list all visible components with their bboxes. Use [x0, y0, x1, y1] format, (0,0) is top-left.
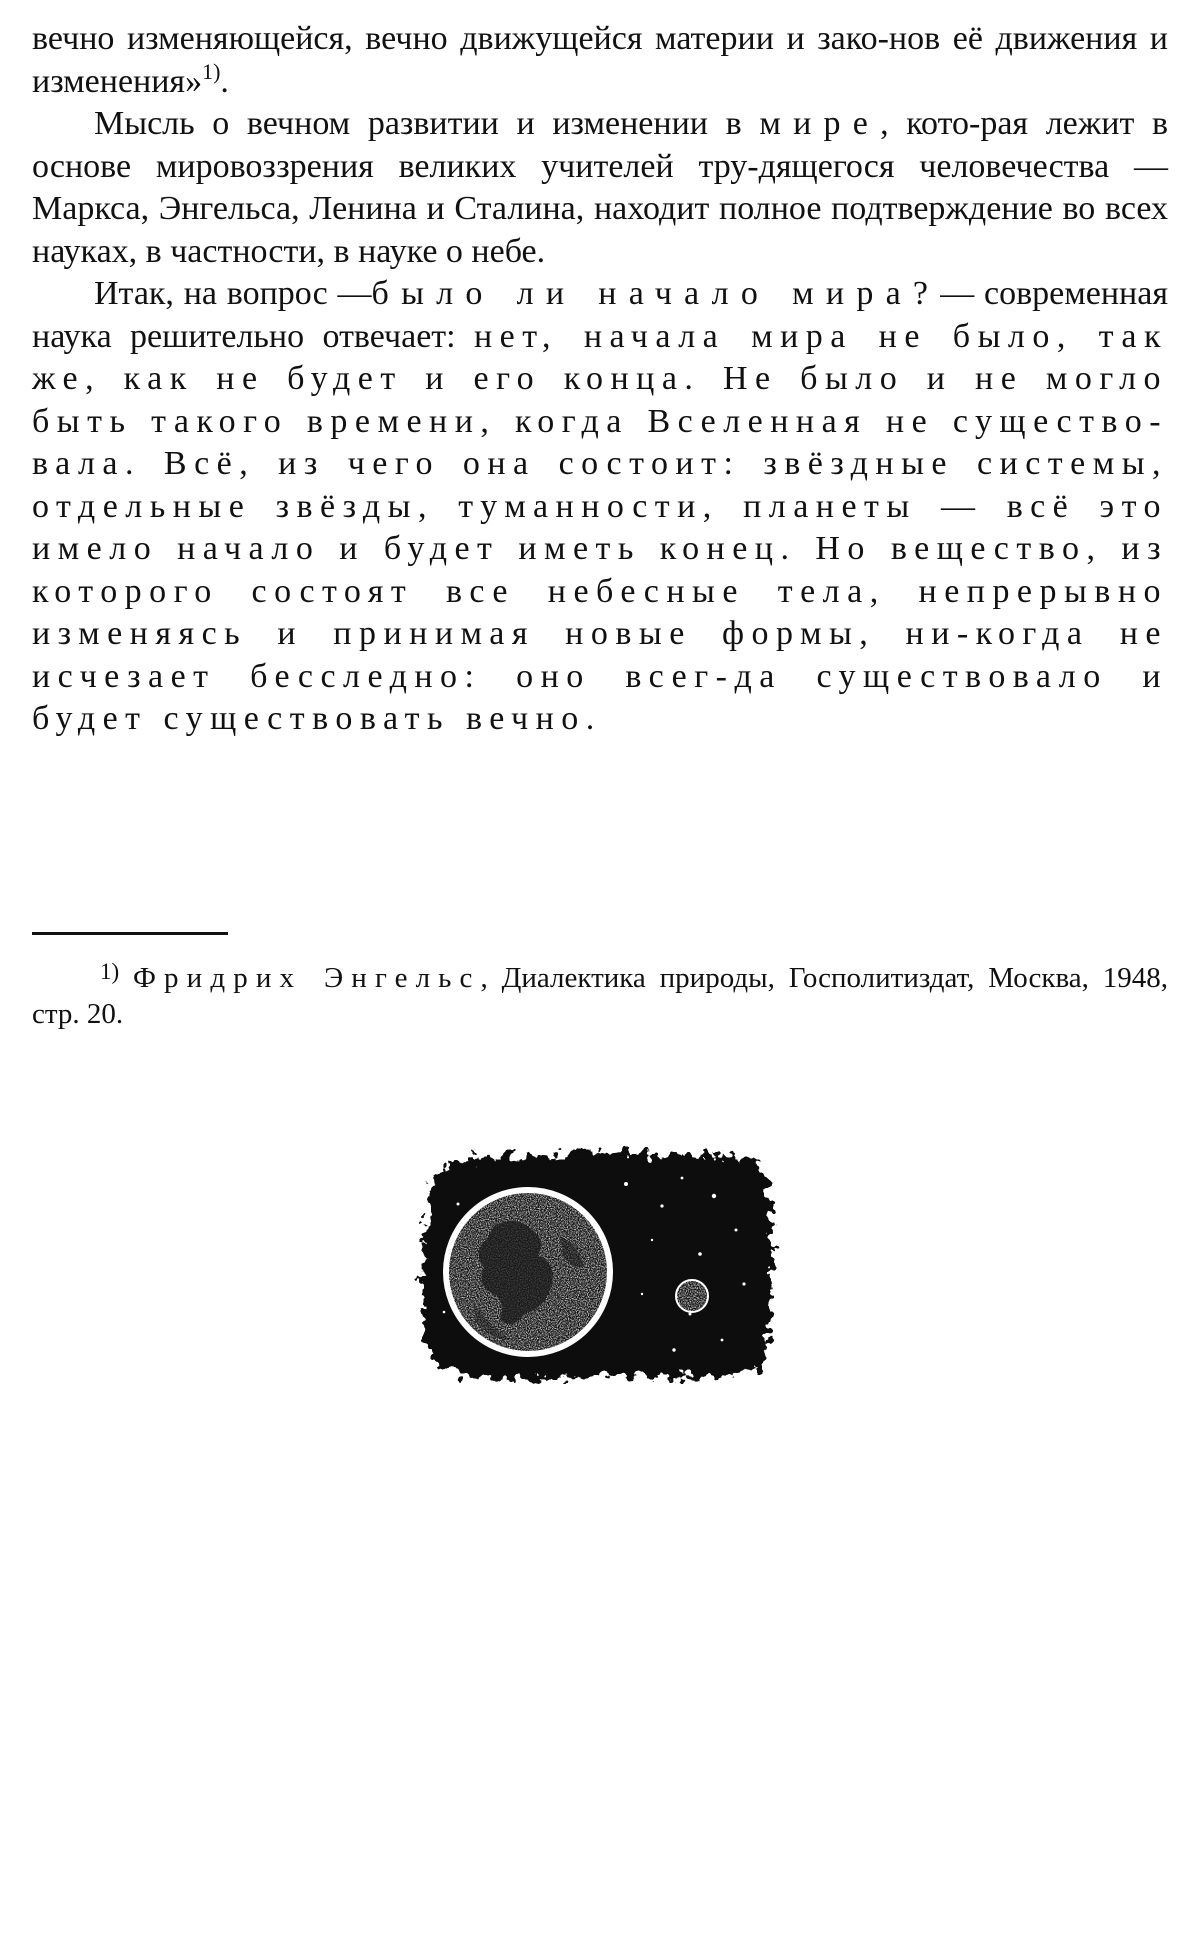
paragraph-2-text-end: , кото-рая лежит в основе мировоззрения великих учителей тру-дящегося человечества — Маркса, Энгельса, Ленина и Сталина, находит полное подтверждение во всех науках, в частности, в науке о небе.	[32, 105, 1169, 270]
paragraph-1	[32, 18, 1168, 103]
moon	[676, 1280, 708, 1312]
paragraph-2-text-start: Мысль о вечном развитии и изменении в	[94, 105, 742, 142]
emphasized-word-world: мире	[759, 105, 881, 142]
earth-globe	[446, 1190, 610, 1354]
earth-in-space-icon	[414, 1144, 782, 1384]
paragraph-3-text-mid: — современная наука решительно отвечает:	[32, 275, 1168, 355]
paragraph-2	[32, 103, 1168, 273]
footnote-author: Фридрих Энгельс	[133, 962, 481, 994]
page-content	[32, 18, 1168, 741]
footnote-citation: , Диалектика природы, Госполитиздат, Москва, 1948, стр. 20.	[32, 962, 1169, 1030]
paragraph-1-text: вечно изменяющейся, вечно движущейся материи и зако-нов её движения и изменения»	[32, 20, 1168, 100]
paragraph-1-end: .	[220, 62, 229, 100]
footnote-mark: 1)	[100, 959, 120, 984]
footnote-reference[interactable]: 1)	[202, 58, 221, 84]
paragraph-3	[32, 273, 1168, 741]
footnote	[32, 960, 1168, 1032]
emphasized-question: было ли начало мира?	[371, 275, 941, 312]
paragraph-3-text-start: Итак, на вопрос —	[94, 275, 372, 312]
footnote-divider	[32, 932, 228, 935]
emphasized-answer: нет, начала мира не было, так же, как не будет и его конца. Не было и не могло быть такого времени, когда Вселенная не существо-вала. Всё, из чего она состоит: звёздные системы, отдельные звёзды, туманности, планеты — всё это имело начало и будет иметь конец. Но вещество, из которого состоят все небесные тела, непрерывно изменяясь и принимая новые формы, ни-когда не исчезает бесследно: оно всег-да существовало и будет существовать вечно.	[32, 317, 1168, 737]
